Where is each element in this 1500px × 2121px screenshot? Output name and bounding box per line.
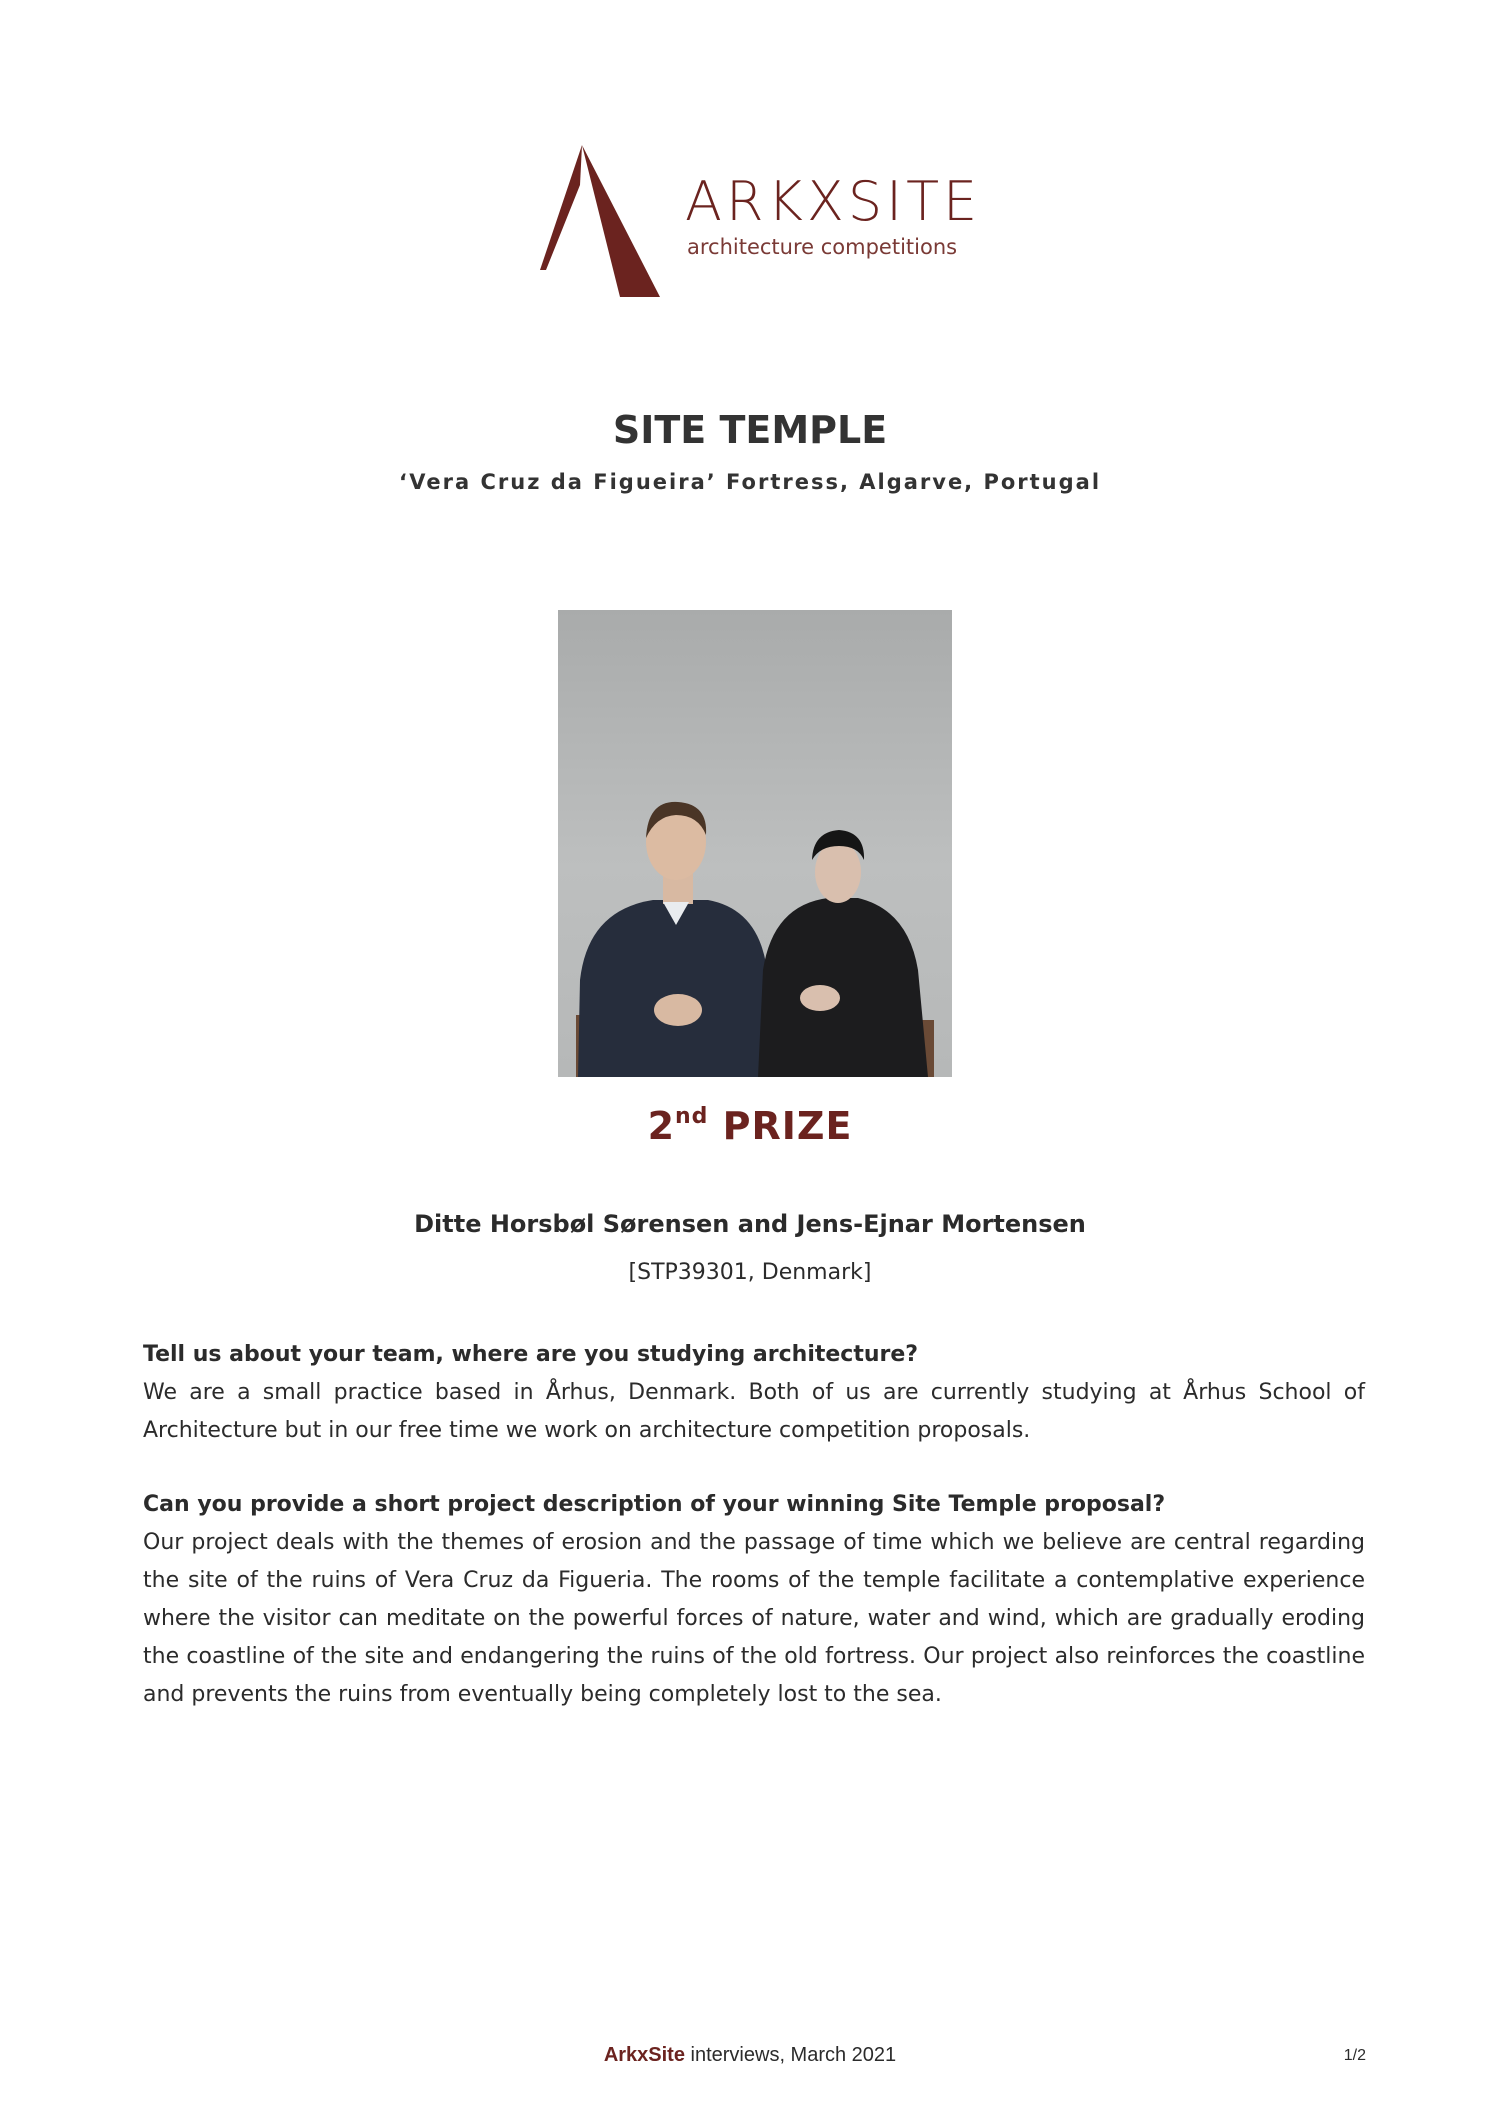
logo-a-mark-icon [540, 145, 680, 305]
footer-text: interviews, March 2021 [684, 2044, 897, 2066]
answer: Our project deals with the themes of erosion and the passage of time which we believe are central regarding the site of the ruins of Vera Cruz da Figueria. The rooms of the temple facilitate a contemplative experience where the visitor can meditate on the powerful forces of nature, water and wind, which are gradually eroding the coastline of the site and endangering the ruins of the old fortress. Our project also reinforces the coastline and prevents the ruins from eventually being completely lost to the sea. [143, 1530, 1365, 1707]
page-title: SITE TEMPLE [612, 408, 888, 452]
logo-name: ARKXSITE [685, 170, 982, 233]
winner-names: Ditte Horsbøl Sørensen and Jens-Ejnar Mortensen [414, 1210, 1086, 1238]
footer [0, 2044, 1500, 2067]
question: Tell us about your team, where are you studying architecture? [143, 1342, 919, 1367]
qa-block [143, 1486, 1365, 1714]
entry-code: [STP39301, Denmark] [628, 1260, 872, 1285]
logo-tagline: architecture competitions [687, 235, 958, 259]
question: Can you provide a short project description of your winning Site Temple proposal? [143, 1492, 1166, 1517]
answer: We are a small practice based in Århus, Denmark. Both of us are currently studying at Århus School of Architecture but in our free time we work on architecture competition proposals. [143, 1380, 1365, 1443]
footer-brand: ArkxSite [603, 2044, 685, 2066]
prize-heading [0, 1104, 1500, 1148]
prize-label: PRIZE [722, 1104, 853, 1148]
arkxsite-logo [540, 145, 980, 305]
page-number: 1/2 [1343, 2047, 1366, 2064]
prize-rank-suffix: nd [675, 1104, 709, 1129]
qa-block [143, 1336, 1365, 1450]
prize-rank: 2 [647, 1104, 676, 1148]
team-photo [558, 610, 952, 1077]
team-photo-illustration [558, 610, 952, 1077]
page-subtitle: ‘Vera Cruz da Figueira’ Fortress, Algarve, Portugal [398, 470, 1102, 494]
